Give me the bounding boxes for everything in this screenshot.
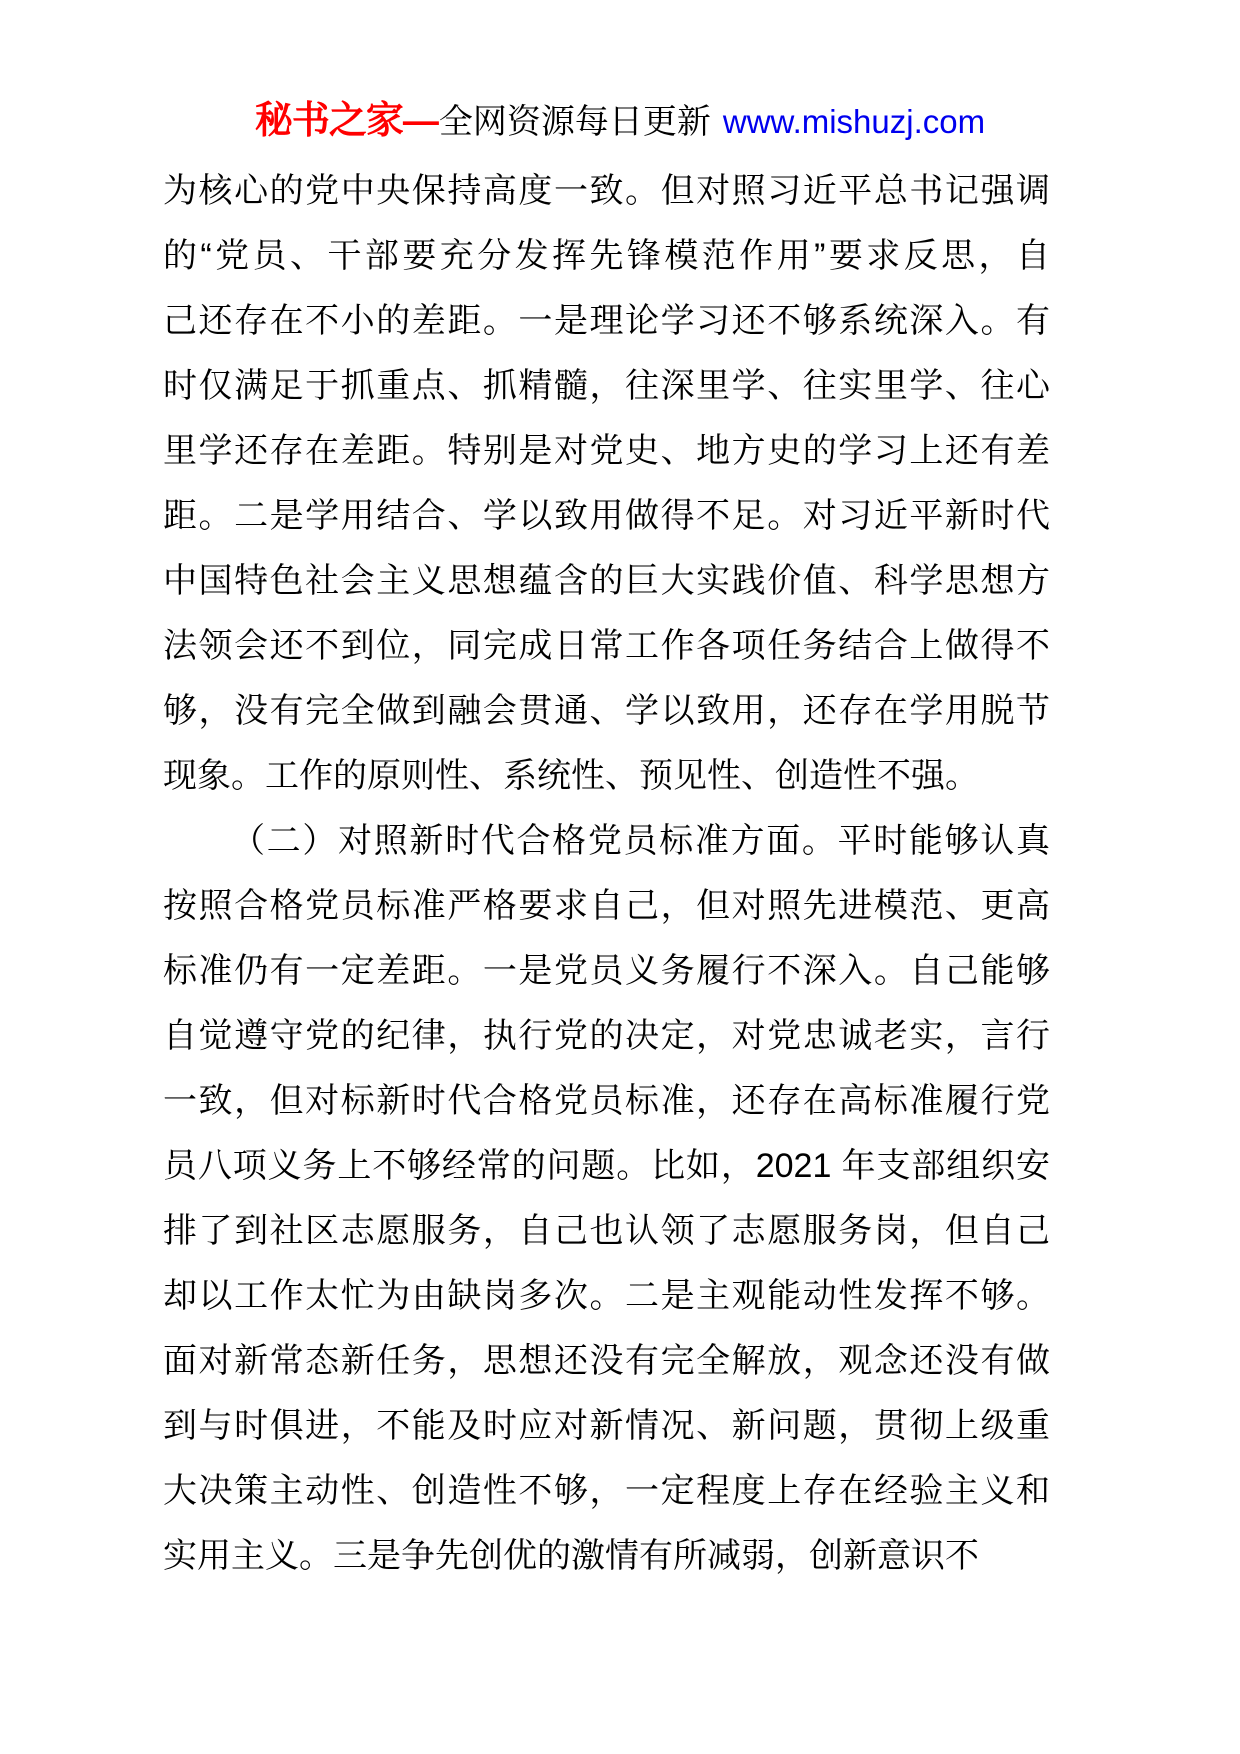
text-line: 里学还存在差距。特别是对党史、地方史的学习上还有差 [163,432,1050,470]
text-line: 够，没有完全做到融会贯通、学以致用，还存在学用脱节 [163,692,1050,730]
text-line: 自觉遵守党的纪律，执行党的决定，对党忠诚老实，言行 [163,1017,1050,1055]
text-line: 到与时俱进，不能及时应对新情况、新问题，贯彻上级重 [163,1407,1050,1445]
text-line: 员八项义务上不够经常的问题。比如，2021 年支部组织安 [163,1147,1050,1185]
text-line: （二）对照新时代合格党员标准方面。平时能够认真 [231,822,1050,860]
text-line: 中国特色社会主义思想蕴含的巨大实践价值、科学思想方 [163,562,1050,600]
text-line: 按照合格党员标准严格要求自己，但对照先进模范、更高 [163,887,1050,925]
text-line: 面对新常态新任务，思想还没有完全解放，观念还没有做 [163,1342,1050,1380]
text-line: 现象。工作的原则性、系统性、预见性、创造性不强。 [163,757,979,795]
text-line: 为核心的党中央保持高度一致。但对照习近平总书记强调 [163,172,1050,210]
text-line: 己还存在不小的差距。一是理论学习还不够系统深入。有 [163,302,1050,340]
text-line: 距。二是学用结合、学以致用做得不足。对习近平新时代 [163,497,1050,535]
site-name: 秘书之家 [254,100,403,142]
text-line: 法领会还不到位，同完成日常工作各项任务结合上做得不 [163,627,1050,665]
text-line: 实用主义。三是争先创优的激情有所减弱，创新意识不 [163,1537,979,1575]
text-line: 一致，但对标新时代合格党员标准，还存在高标准履行党 [163,1082,1050,1120]
site-url: www.mishuzj.com [722,103,986,140]
text-line: 排了到社区志愿服务，自己也认领了志愿服务岗，但自己 [163,1212,1050,1250]
document-body [163,159,1050,1589]
text-line: 却以工作太忙为由缺岗多次。二是主观能动性发挥不够。 [163,1277,1050,1315]
text-line: 标准仍有一定差距。一是党员义务履行不深入。自己能够 [163,952,1050,990]
page-header [0,96,1240,154]
text-line: 时仅满足于抓重点、抓精髓，往深里学、往实里学、往心 [163,367,1050,405]
text-line: 大决策主动性、创造性不够，一定程度上存在经验主义和 [163,1472,1050,1510]
text-line: 的“党员、干部要充分发挥先锋模范作用”要求反思，自 [163,237,1050,275]
header-dash: — [402,100,439,141]
site-tagline: 全网资源每日更新 [438,103,711,141]
